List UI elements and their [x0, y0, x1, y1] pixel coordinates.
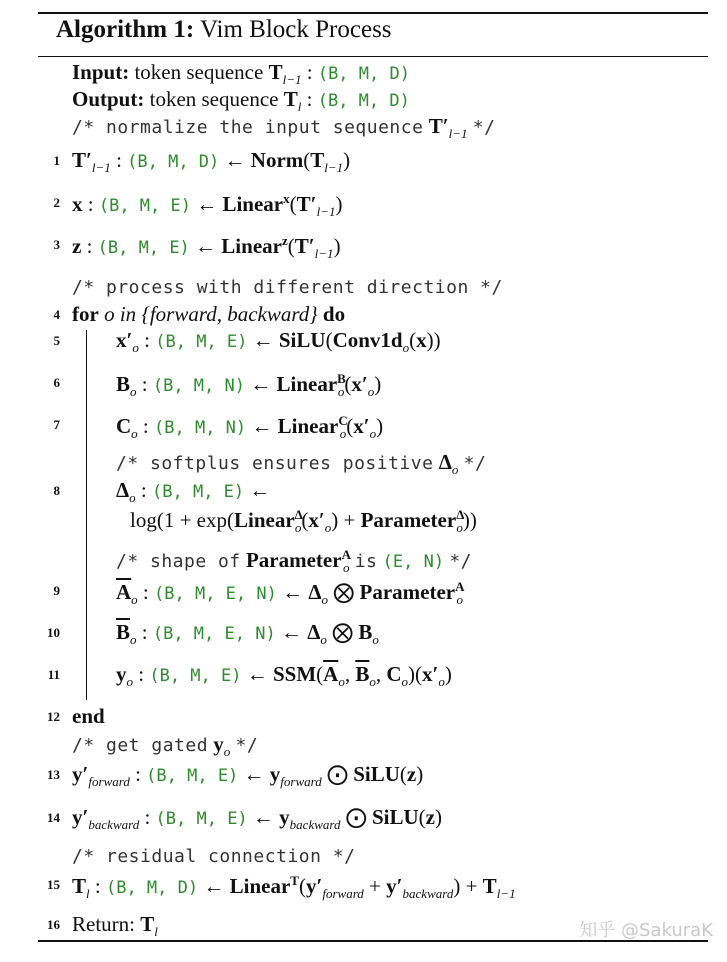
output-symbol: T	[283, 87, 298, 111]
shape-annot: (B, M, E)	[149, 666, 242, 686]
shape-annot: (B, M, E, N)	[152, 624, 276, 644]
algorithm-title	[56, 16, 392, 44]
line-number: 14	[47, 810, 60, 825]
input-symbol: T	[268, 60, 283, 84]
shape-annot: (B, M, E)	[146, 766, 239, 786]
line-number: 11	[47, 667, 60, 682]
shape-annot: (E, N)	[382, 552, 445, 572]
comment-text: /* get gated	[72, 735, 209, 756]
fn-silu: SiLU	[353, 762, 400, 786]
comment-close: */	[235, 735, 259, 756]
comment-text: /* process with different direction */	[72, 277, 503, 298]
fn-log-exp: log(1 + exp(	[130, 508, 234, 532]
shape-annot: (B, M, E)	[155, 332, 248, 352]
line-number: 16	[47, 917, 60, 932]
line-number: 7	[53, 417, 60, 432]
fn-ssm: SSM	[272, 662, 317, 686]
comment-text: /* shape of	[116, 551, 241, 572]
line-number: 4	[53, 307, 60, 322]
fn-norm: Norm	[250, 148, 304, 172]
comment-is: is	[354, 551, 378, 572]
comment-text: /* softplus ensures positive	[116, 453, 434, 474]
watermark: 知乎 @SakuraK	[579, 920, 713, 941]
fn-linear: Linear	[276, 372, 338, 396]
fn-param: Parameter	[245, 548, 342, 572]
kw-return: Return:	[72, 912, 135, 936]
fn-silu: SiLU	[278, 328, 326, 352]
output-label: Output:	[72, 87, 145, 111]
shape-annot: (B, M, E)	[98, 196, 191, 216]
line-number: 5	[53, 333, 60, 348]
shape-annot: (B, M, D)	[105, 878, 199, 898]
line-number: 10	[47, 625, 60, 640]
var-o: o	[104, 302, 115, 326]
comment-close: */	[472, 117, 496, 138]
fn-linear: Linear	[222, 192, 284, 216]
title-rule	[38, 56, 708, 57]
input-sub: l−1	[282, 72, 302, 88]
line-number: 3	[53, 237, 60, 252]
direction-set: {forward, backward}	[141, 302, 318, 326]
fn-linear: Linear	[229, 874, 291, 898]
input-label: Input:	[72, 60, 130, 84]
output-sub: l	[297, 99, 302, 115]
shape-annot: (B, M, E)	[97, 238, 190, 258]
line-number: 12	[47, 709, 60, 724]
shape-annot: (B, M, N)	[154, 418, 247, 438]
line-number: 1	[53, 153, 60, 168]
shape-annot: (B, M, E)	[155, 809, 248, 829]
fn-param: Parameter	[360, 508, 457, 532]
title-prefix: Algorithm 1:	[56, 16, 195, 43]
fn-linear: Linear	[277, 414, 339, 438]
line-number: 6	[53, 375, 60, 390]
line-number: 2	[53, 195, 60, 210]
kw-in: in	[119, 302, 137, 326]
comment-close: */	[463, 453, 487, 474]
line-number: 13	[47, 767, 60, 782]
comment-text: /* residual connection */	[72, 846, 356, 867]
kw-end: end	[72, 704, 105, 728]
shape-annot: (B, M, E, N)	[154, 584, 277, 604]
kw-do: do	[322, 302, 346, 326]
line-number: 15	[47, 877, 60, 892]
loop-bar	[86, 330, 87, 700]
line-number: 9	[53, 583, 60, 598]
fn-conv: Conv1d	[332, 328, 403, 352]
shape-annot: (B, M, D)	[127, 152, 220, 172]
shape-annot: (B, M, N)	[152, 376, 245, 396]
fn-silu: SiLU	[371, 805, 419, 829]
fn-linear: Linear	[234, 508, 295, 532]
output-shape: (B, M, D)	[317, 91, 410, 111]
line-number: 8	[53, 483, 60, 498]
top-rule	[38, 12, 708, 14]
shape-annot: (B, M, E)	[152, 482, 245, 502]
kw-for: for	[72, 302, 99, 326]
input-shape: (B, M, D)	[317, 64, 410, 84]
title-name: Vim Block Process	[199, 16, 392, 43]
comment-close: */	[449, 551, 473, 572]
comment-text: /* normalize the input sequence	[72, 117, 424, 138]
fn-linear: Linear	[221, 234, 282, 258]
output-text: token sequence	[149, 87, 279, 111]
fn-param: Parameter	[359, 580, 456, 604]
input-text: token sequence	[134, 60, 264, 84]
